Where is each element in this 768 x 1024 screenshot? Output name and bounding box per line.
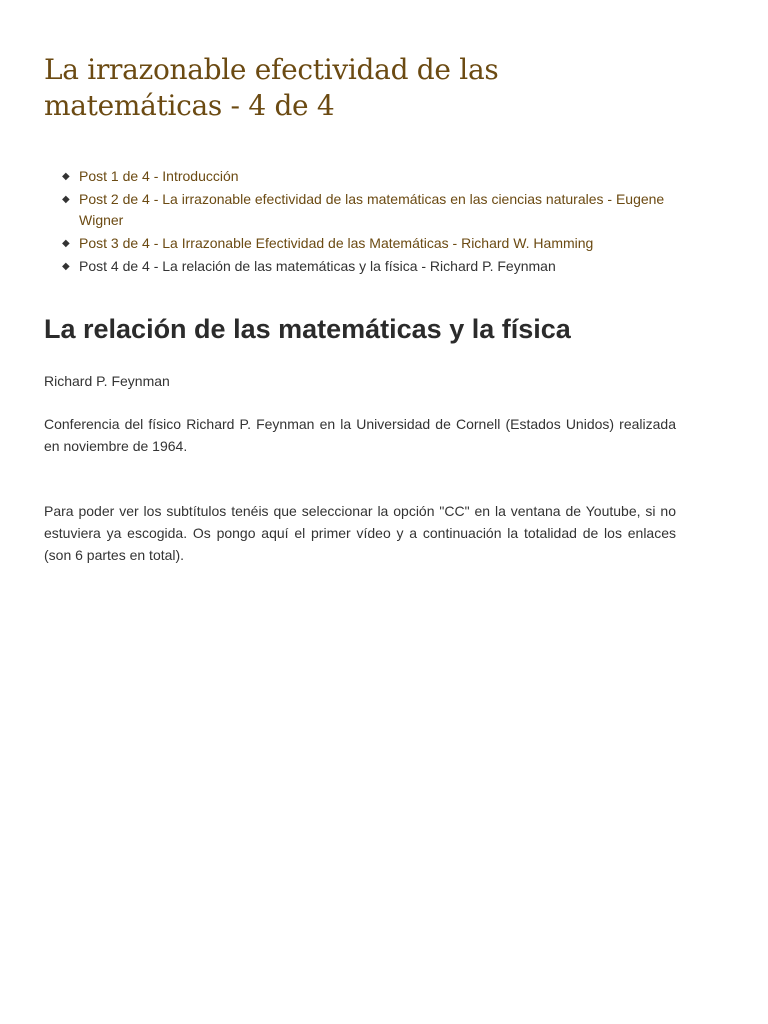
bullet-icon: ◆ [62, 261, 70, 272]
list-item [62, 233, 676, 254]
series-link-post-2[interactable]: Post 2 de 4 - La irrazonable efectividad de las matemáticas en las ciencias naturales - Eugene Wigner [79, 191, 665, 228]
bullet-icon: ◆ [62, 194, 70, 205]
bullet-icon: ◆ [62, 171, 70, 182]
series-link-post-3[interactable]: Post 3 de 4 - La Irrazonable Efectividad de las Matemáticas - Richard W. Hamming [79, 235, 594, 251]
section-heading: La relación de las matemáticas y la física [44, 314, 571, 344]
list-item [62, 166, 676, 187]
post-title: La irrazonable efectividad de las matemáticas - 4 de 4 [44, 53, 499, 122]
bullet-icon: ◆ [62, 238, 70, 249]
list-item [62, 256, 676, 277]
series-link-post-1[interactable]: Post 1 de 4 - Introducción [79, 168, 239, 184]
series-list [44, 166, 676, 277]
intro-paragraph: Conferencia del físico Richard P. Feynman en la Universidad de Cornell (Estados Unidos) realizada en noviembre de 1964. [44, 416, 676, 454]
post-content [44, 0, 676, 566]
subtitles-paragraph: Para poder ver los subtítulos tenéis que seleccionar la opción "CC" en la ventana de Youtube, si no estuviera ya escogida. Os pongo aquí el primer vídeo y a continuación la totalidad de los enlaces (son 6 partes en total). [44, 503, 676, 563]
series-current-post-4: Post 4 de 4 - La relación de las matemáticas y la física - Richard P. Feynman [79, 258, 556, 274]
list-item [62, 189, 676, 231]
author-line: Richard P. Feynman [44, 373, 170, 389]
